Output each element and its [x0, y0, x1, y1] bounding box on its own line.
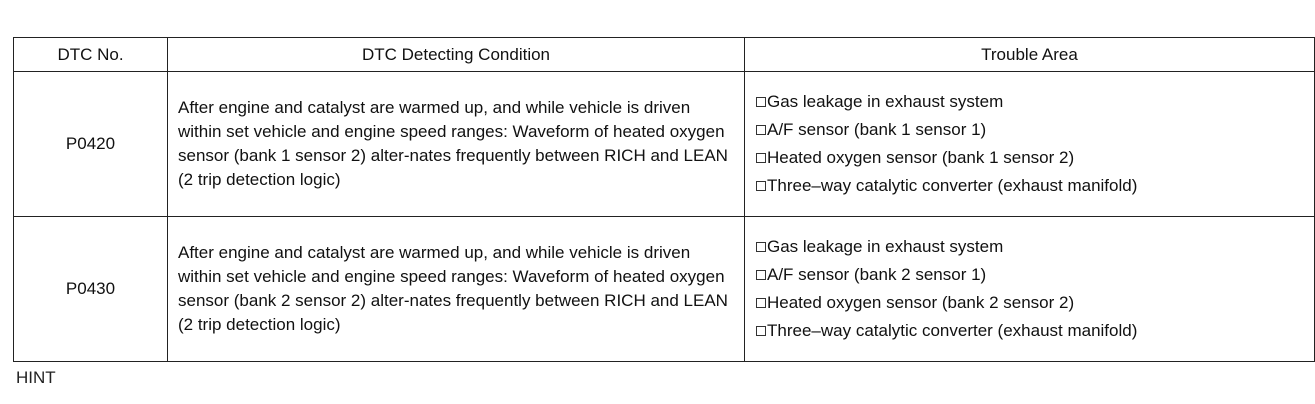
- header-detecting-condition: DTC Detecting Condition: [168, 38, 745, 72]
- checkbox-square-icon: [756, 242, 766, 252]
- list-item: [756, 289, 1314, 317]
- trouble-area-text: Gas leakage in exhaust system: [767, 237, 1004, 256]
- detecting-condition: [168, 217, 745, 362]
- list-item: [756, 172, 1314, 200]
- checkbox-square-icon: [756, 125, 766, 135]
- list-item: [756, 88, 1314, 116]
- table-row: [14, 217, 1315, 362]
- trouble-area-cell: [745, 217, 1315, 362]
- trouble-area-text: Gas leakage in exhaust system: [767, 92, 1004, 111]
- trouble-area-list: [756, 88, 1314, 200]
- header-dtc-no: DTC No.: [14, 38, 168, 72]
- checkbox-square-icon: [756, 153, 766, 163]
- list-item: [756, 116, 1314, 144]
- trouble-area-text: A/F sensor (bank 2 sensor 1): [767, 265, 987, 284]
- header-trouble-area: Trouble Area: [745, 38, 1315, 72]
- table-row: [14, 72, 1315, 217]
- list-item: [756, 144, 1314, 172]
- list-item: [756, 233, 1314, 261]
- trouble-area-text: Heated oxygen sensor (bank 1 sensor 2): [767, 148, 1075, 167]
- trouble-area-text: Three–way catalytic converter (exhaust manifold): [767, 321, 1138, 340]
- condition-text: After engine and catalyst are warmed up, and while vehicle is driven within set vehicle and engine speed ranges: Waveform of heated oxygen sensor (bank 1 sensor 2) alter-nates frequently between RICH and LEAN (2 trip detection logic): [178, 98, 728, 189]
- table-header-row: [14, 38, 1315, 72]
- checkbox-square-icon: [756, 326, 766, 336]
- trouble-area-text: Heated oxygen sensor (bank 2 sensor 2): [767, 293, 1075, 312]
- checkbox-square-icon: [756, 181, 766, 191]
- list-item: [756, 261, 1314, 289]
- list-item: [756, 317, 1314, 345]
- trouble-area-list: [756, 233, 1314, 345]
- trouble-area-text: Three–way catalytic converter (exhaust manifold): [767, 176, 1138, 195]
- dtc-table: [13, 37, 1315, 362]
- dtc-code: P0420: [14, 72, 168, 217]
- detecting-condition: [168, 72, 745, 217]
- checkbox-square-icon: [756, 97, 766, 107]
- condition-text: After engine and catalyst are warmed up, and while vehicle is driven within set vehicle and engine speed ranges: Waveform of heated oxygen sensor (bank 2 sensor 2) alter-nates frequently between RICH and LEAN (2 trip detection logic): [178, 243, 728, 334]
- trouble-area-cell: [745, 72, 1315, 217]
- dtc-code: P0430: [14, 217, 168, 362]
- checkbox-square-icon: [756, 298, 766, 308]
- checkbox-square-icon: [756, 270, 766, 280]
- hint-heading-cut-off: HINT: [16, 368, 56, 387]
- trouble-area-text: A/F sensor (bank 1 sensor 1): [767, 120, 987, 139]
